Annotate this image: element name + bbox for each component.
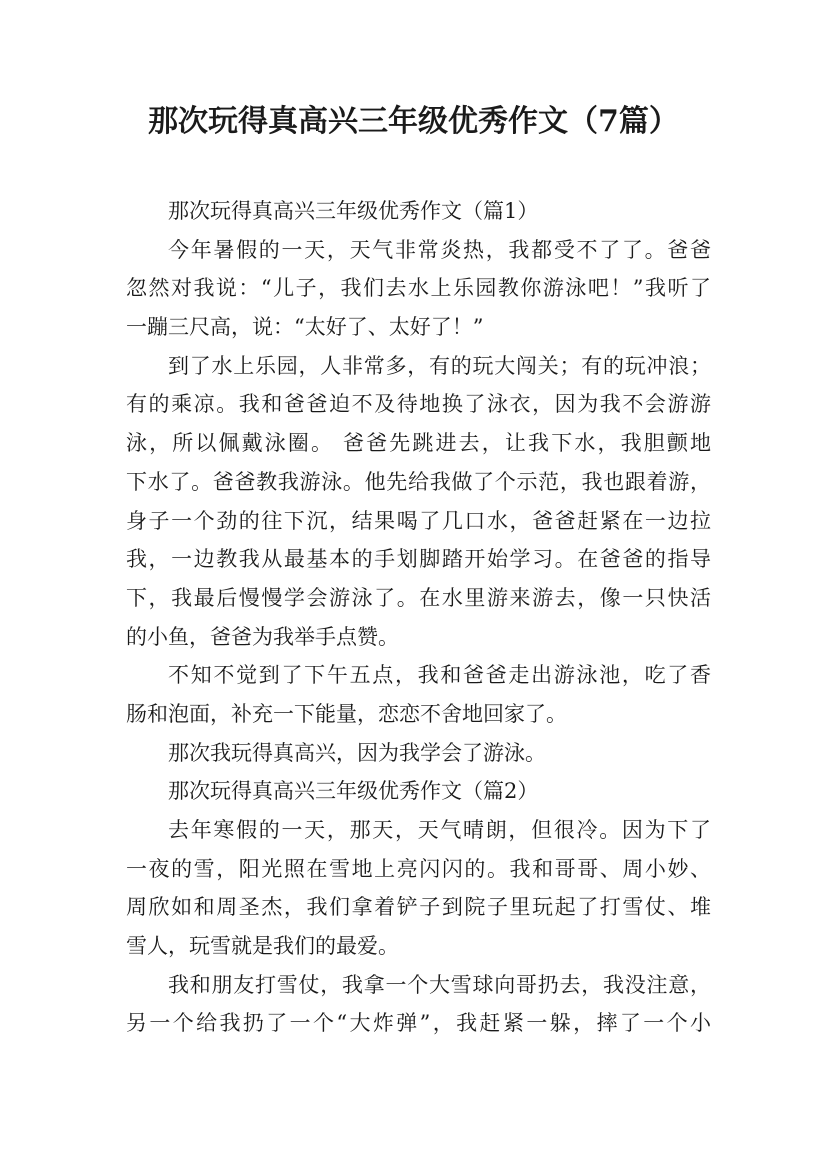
section-heading-1: 那次玩得真高兴三年级优秀作文（篇1）: [168, 199, 539, 223]
paragraph-line: 下水了。爸爸教我游泳。他先给我做了个示范，我也跟着游，: [126, 469, 711, 494]
document-title: 那次玩得真高兴三年级优秀作文（7篇）: [148, 104, 679, 139]
section-heading-2: 那次玩得真高兴三年级优秀作文（篇2）: [168, 779, 539, 804]
paragraph-line: 我，一边教我从最基本的手划脚踏开始学习。在爸爸的指导: [126, 547, 711, 572]
paragraph-line: 到了水上乐园，人非常多，有的玩大闯关；有的玩冲浪；: [168, 353, 711, 378]
paragraph-line: 泳，所以佩戴泳圈。 爸爸先跳进去，让我下水，我胆颤地: [126, 431, 711, 456]
paragraph-line: 那次我玩得真高兴，因为我学会了游泳。: [168, 740, 546, 765]
paragraph-line: 雪人，玩雪就是我们的最爱。: [126, 934, 399, 959]
paragraph-line: 的小鱼，爸爸为我举手点赞。: [126, 624, 399, 649]
paragraph-line: 一夜的雪，阳光照在雪地上亮闪闪的。我和哥哥、周小妙、: [126, 856, 711, 881]
paragraph-line: 今年暑假的一天，天气非常炎热，我都受不了了。爸爸: [168, 237, 711, 262]
paragraph-line: 身子一个劲的往下沉，结果喝了几口水，爸爸赶紧在一边拉: [126, 508, 711, 533]
paragraph-line: 肠和泡面，补充一下能量，恋恋不舍地回家了。: [126, 701, 567, 726]
paragraph-line: 下，我最后慢慢学会游泳了。在水里游来游去，像一只快活: [126, 585, 711, 610]
paragraph-line: 一蹦三尺高，说：“太好了、太好了！”: [126, 315, 484, 340]
paragraph-line: 另一个给我扔了一个“大炸弹”，我赶紧一躲，摔了一个小: [126, 1011, 711, 1036]
paragraph-line: 周欣如和周圣杰，我们拿着铲子到院子里玩起了打雪仗、堆: [126, 895, 711, 920]
paragraph-line: 去年寒假的一天，那天，天气晴朗，但很冷。因为下了: [168, 818, 711, 842]
paragraph-line: 忽然对我说：“儿子，我们去水上乐园教你游泳吧！”我听了: [126, 276, 711, 301]
paragraph-line: 不知不觉到了下午五点，我和爸爸走出游泳池，吃了香: [168, 663, 711, 688]
paragraph-line: 有的乘凉。我和爸爸迫不及待地换了泳衣，因为我不会游游: [126, 392, 711, 417]
document-body: [126, 192, 711, 1043]
paragraph-line: 我和朋友打雪仗，我拿一个大雪球向哥扔去，我没注意，: [168, 972, 711, 997]
